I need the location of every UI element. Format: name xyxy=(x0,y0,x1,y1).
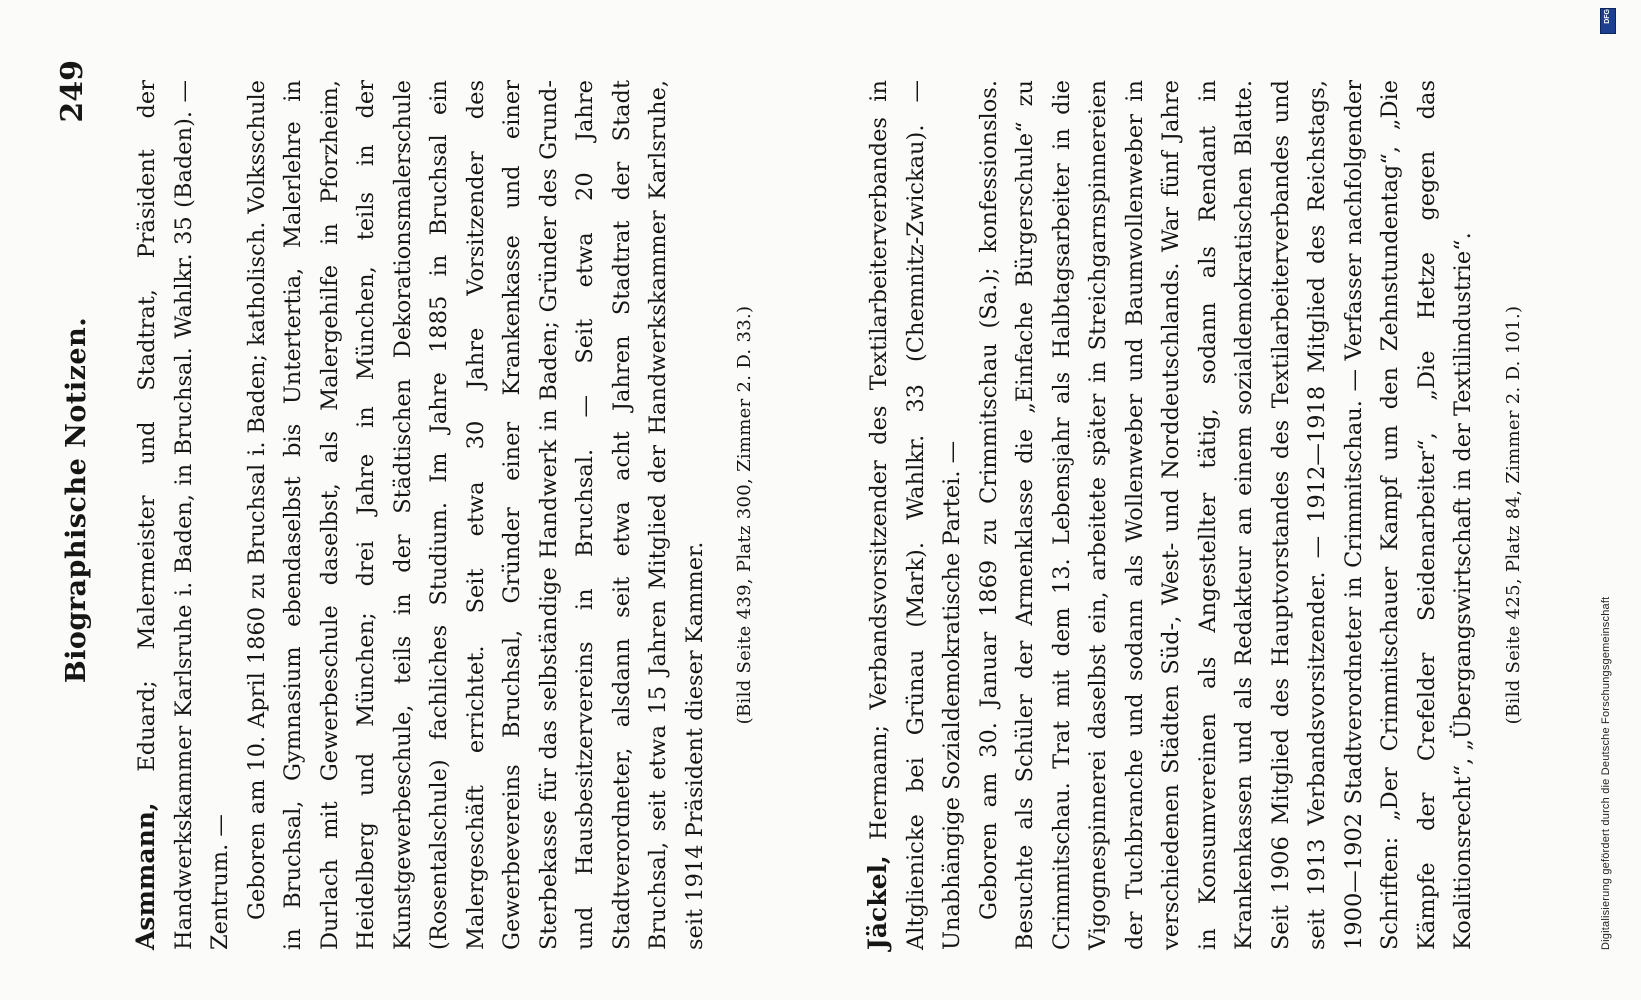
digitization-note-text: Digitalisierung gefördert durch die Deutsche Forschungsgemeinschaft xyxy=(1600,596,1612,950)
digitization-note xyxy=(1600,20,1641,950)
entry-intro: Hermann; Verbandsvorsitzender des Textilarbeiterverbandes in Altglienicke bei Grünau (Mark). Wahlkr. 33 (Chemnitz-Zwickau). — Unabhängige Sozialdemokratische Partei. — xyxy=(866,80,965,950)
page-number: 249 xyxy=(55,60,90,123)
page-header xyxy=(55,40,115,960)
entry-intro: Eduard; Malermeister und Stadtrat, Präsident der Handwerkskammer Karlsruhe i. Baden, in Bruchsal. Wahlkr. 35 (Baden). — Zentrum. — xyxy=(134,80,233,950)
entry-body: Geboren am 30. Januar 1869 zu Crimmitschau (Sa.); konfessionslos. Besuchte als Schüler der Armenklasse die „Einfache Bürgerschule“ zu Crimmitschau. Trat mit dem 13. Lebensjahr als Halbtagsarbeiter in die Vigognespinnerei daselbst ein, arbeitete später in Streichgarnspinnereien der Tuchbranche und sodann als Wollenweber und Baumwollenweber in verschiedenen Städten Süd-, West- und Norddeutschlands. War fünf Jahre in Konsumvereinen als Angestellter tätig, sodann als Rendant in Krankenkassen und als Redakteur an einem sozialdemokratischen Blatte. Seit 1906 Mitglied des Hauptvorstandes des Textilarbeiterverbandes und seit 1913 Verbandsvorsitzender. — 1912—1918 Mitglied des Reichstags, 1900—1902 Stadtverordneter in Crimmitschau. — Verfasser nachfolgender Schriften: „Der Crimmitschauer Kampf um den Zehnstundentag“, „Die Kämpfe der Crefelder Seidenarbeiter“, „Die Hetze gegen das Koalitionsrecht“, „Übergangswirtschaft in der Textilindustrie“. xyxy=(975,80,1476,950)
entry-name: Jäckel, xyxy=(863,855,892,950)
entry-body: Geboren am 10. April 1860 zu Bruchsal i. Baden; katholisch. Volksschule in Bruchsal, Gymnasium ebendaselbst bis Untertertia, Malerlehre in Durlach mit Gewerbeschule daselbst, als Malergehilfe in Pforzheim, Heidelberg und München; drei Jahre in München, teils in der Kunstgewerbeschule, teils in der Städtischen Dekorationsmalerschule (Rosentalschule) fachliches Studium. Im Jahre 1885 in Bruchsal ein Malergeschäft errichtet. Seit etwa 30 Jahre Vorsitzender des Gewerbevereins Bruchsal, Gründer einer Krankenkasse und einer Sterbekasse für das selbständige Handwerk in Baden; Gründer des Grund- und Hausbesitzervereins in Bruchsal. — Seit etwa 20 Jahre Stadtverordneter, alsdann seit etwa acht Jahren Stadtrat der Stadt Bruchsal, seit etwa 15 Jahren Mitglied der Handwerkskammer Karlsruhe, seit 1914 Präsident dieser Kammer. xyxy=(243,80,708,950)
biography-entry-1 xyxy=(128,80,764,950)
biography-entry-2 xyxy=(860,80,1532,950)
entry-name: Asmmann, xyxy=(131,802,160,950)
entry-caption: (Bild Seite 439, Platz 300, Zimmer 2. D. 33.) xyxy=(734,305,755,725)
entry-caption: (Bild Seite 425, Platz 84, Zimmer 2. D. 101.) xyxy=(1502,305,1524,725)
running-head: Biographische Notizen. xyxy=(61,316,92,684)
dfg-logo: DFG xyxy=(1600,8,1616,34)
